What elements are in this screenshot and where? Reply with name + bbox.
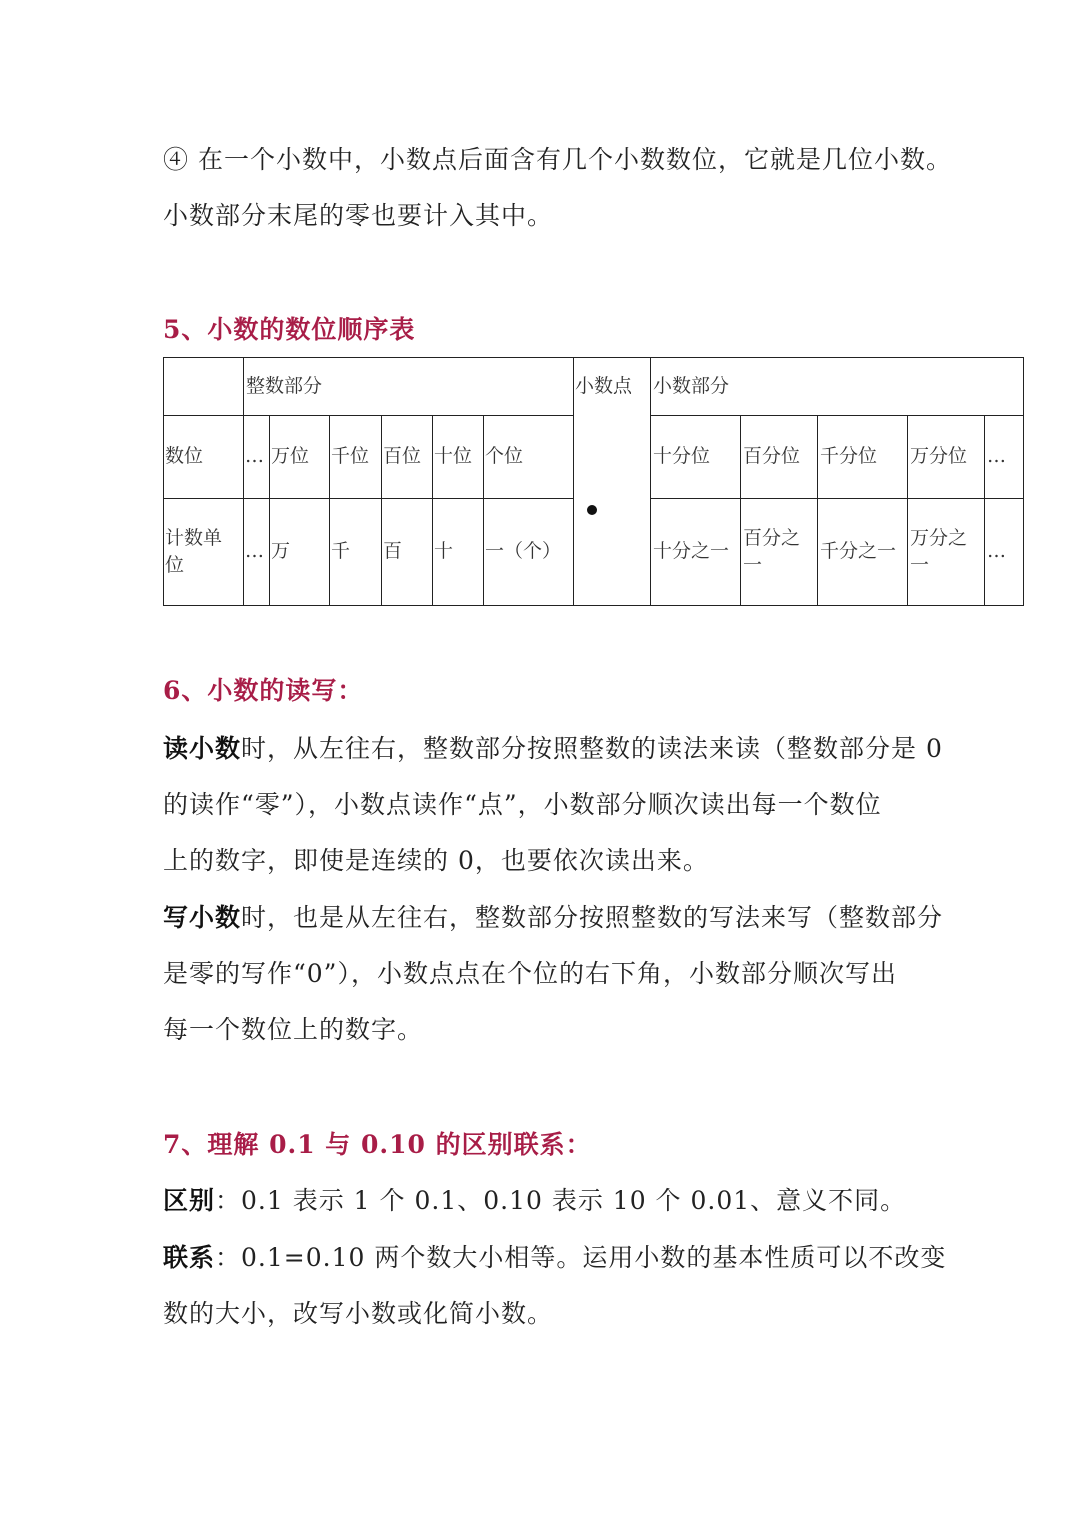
place-cell: 万位 xyxy=(271,445,310,467)
connection-line-1 xyxy=(163,1241,946,1275)
unit-cell: 十 xyxy=(434,540,454,562)
unit-cell: 一（个） xyxy=(485,540,562,562)
unit-cell: 十分之一 xyxy=(653,540,730,562)
unit-cell-line-2: 一 xyxy=(910,554,930,576)
unit-cell: 百分之 xyxy=(743,527,801,549)
section-6-heading: 6、小数的读写： xyxy=(163,676,364,705)
row-label-unit-line-1: 计数单 xyxy=(165,527,223,549)
decimal-point-dot xyxy=(587,505,597,515)
place-cell: 个位 xyxy=(485,445,524,467)
header-integer-part: 整数部分 xyxy=(246,375,323,397)
place-cell: 千分位 xyxy=(820,445,878,467)
section-7-heading: 7、理解 0.1 与 0.10 的区别联系： xyxy=(163,1130,592,1159)
write-label: 写小数 xyxy=(163,903,242,932)
place-cell: … xyxy=(245,445,264,467)
row-label-unit-line-2: 位 xyxy=(165,554,185,576)
connection-text: ：0.1=0.10 两个数大小相等。运用小数的基本性质可以不改变 xyxy=(215,1243,947,1272)
connection-label: 联系 xyxy=(163,1243,216,1272)
header-decimal-point: 小数点 xyxy=(575,375,633,397)
difference-label: 区别 xyxy=(163,1186,216,1215)
place-cell: 万分位 xyxy=(910,445,968,467)
place-cell: 百位 xyxy=(383,445,422,467)
unit-cell: 百 xyxy=(383,540,403,562)
unit-cell: … xyxy=(987,540,1006,562)
write-text: 时，也是从左往右，整数部分按照整数的写法来写（整数部分 xyxy=(241,903,944,932)
rule-4-line-2: 小数部分末尾的零也要计入其中。 xyxy=(163,201,554,230)
difference-text: ：0.1 表示 1 个 0.1、0.10 表示 10 个 0.01、意义不同。 xyxy=(215,1186,907,1215)
difference-line xyxy=(163,1184,906,1218)
read-paragraph-line-2: 的读作“零”），小数点读作“点”，小数部分顺次读出每一个数位 xyxy=(163,790,882,819)
read-label: 读小数 xyxy=(163,734,242,763)
header-decimal-part: 小数部分 xyxy=(653,375,730,397)
read-text: 时，从左往右，整数部分按照整数的读法来读（整数部分是 0 xyxy=(241,734,943,763)
write-paragraph-line-1 xyxy=(163,901,943,935)
unit-cell: 万 xyxy=(271,540,291,562)
unit-cell: … xyxy=(245,540,264,562)
unit-cell: 千 xyxy=(331,540,351,562)
unit-cell: 万分之 xyxy=(910,527,968,549)
row-label-place: 数位 xyxy=(165,445,204,467)
place-cell: … xyxy=(987,445,1006,467)
unit-cell-line-2: 一 xyxy=(743,554,763,576)
write-paragraph-line-3: 每一个数位上的数字。 xyxy=(163,1015,424,1044)
rule-4-line-1: ④ 在一个小数中，小数点后面含有几个小数数位，它就是几位小数。 xyxy=(163,145,952,174)
read-paragraph-line-3: 上的数字，即使是连续的 0，也要依次读出来。 xyxy=(163,846,709,875)
place-cell: 十位 xyxy=(434,445,473,467)
connection-line-2: 数的大小，改写小数或化简小数。 xyxy=(163,1299,554,1328)
read-paragraph-line-1 xyxy=(163,732,943,766)
unit-cell: 千分之一 xyxy=(820,540,897,562)
section-5-heading: 5、小数的数位顺序表 xyxy=(163,315,416,344)
write-paragraph-line-2: 是零的写作“0”），小数点点在个位的右下角，小数部分顺次写出 xyxy=(163,959,897,988)
place-cell: 百分位 xyxy=(743,445,801,467)
place-cell: 千位 xyxy=(331,445,370,467)
place-cell: 十分位 xyxy=(653,445,711,467)
place-value-table xyxy=(163,357,1024,606)
